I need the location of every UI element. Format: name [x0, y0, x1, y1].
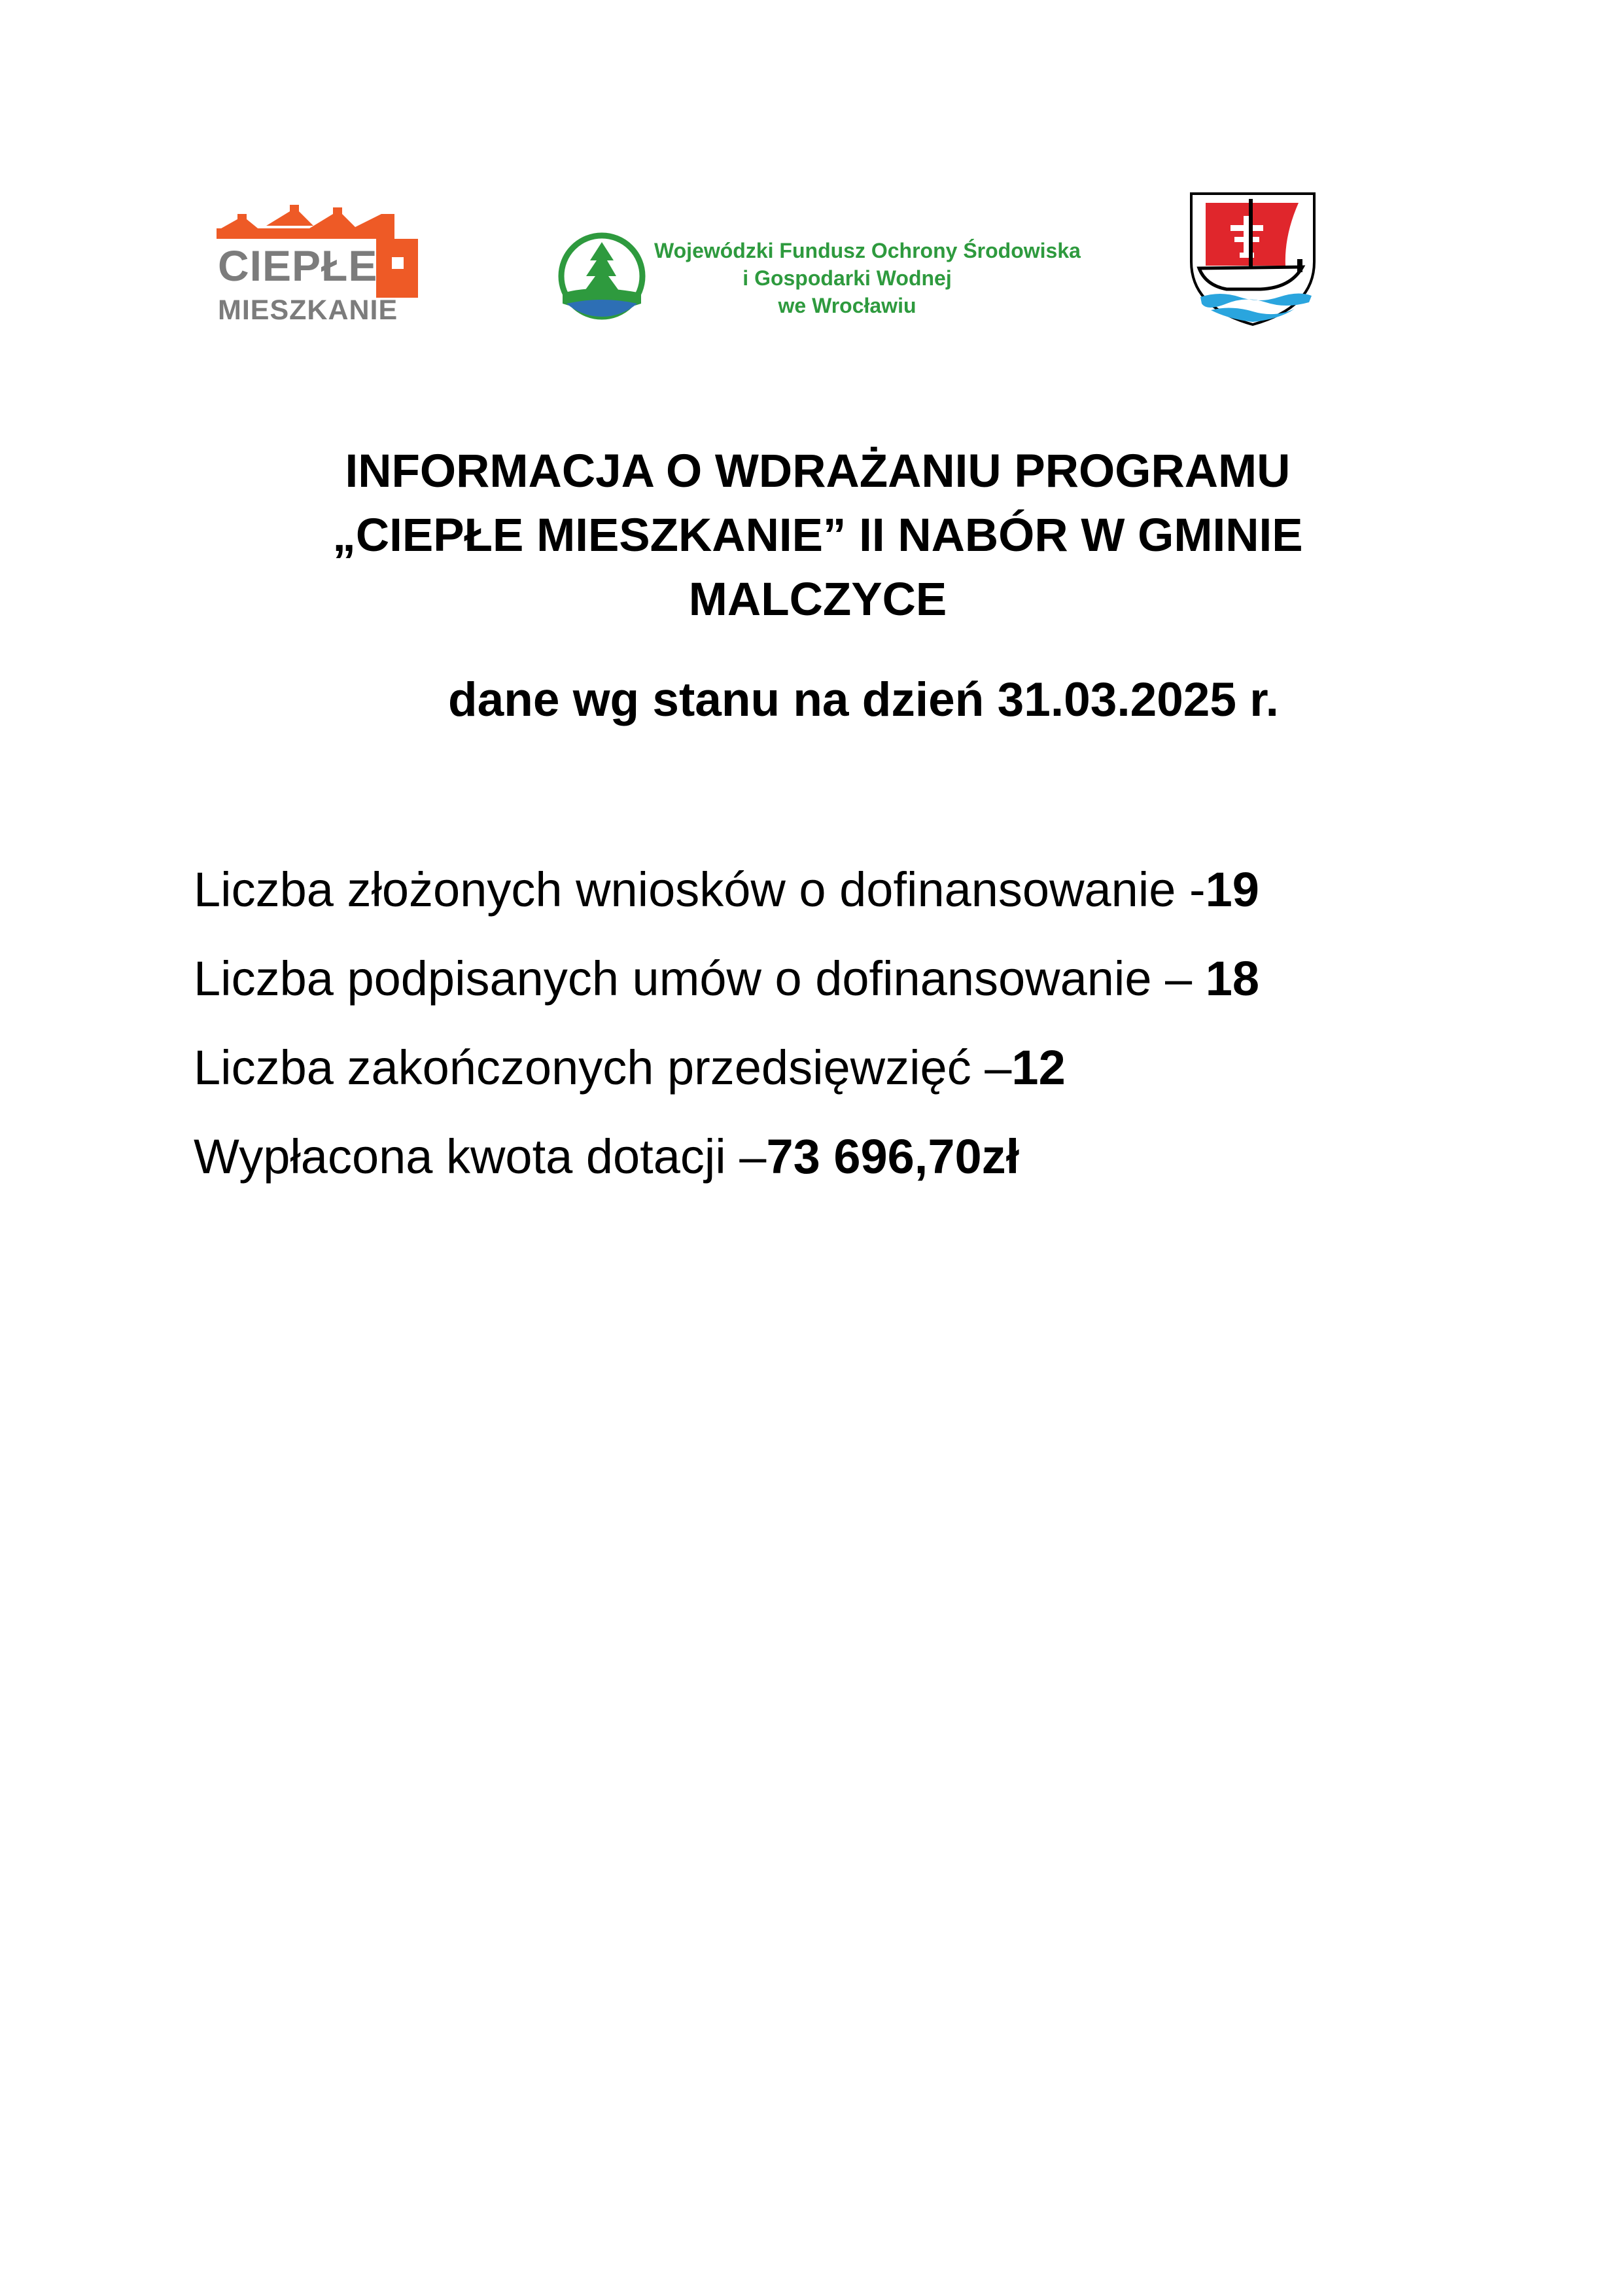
coat-of-arms-logo — [1187, 190, 1318, 330]
date-line: dane wg stanu na dzień 31.03.2025 r. — [448, 673, 1279, 726]
cieple-word: CIEPŁE — [218, 241, 378, 290]
wfos-logo — [556, 230, 1081, 328]
coat-of-arms-ship-icon — [1187, 190, 1318, 327]
stat-value: 19 — [1205, 862, 1259, 917]
title-line1: INFORMACJA O WDRAŻANIU PROGRAMU — [345, 446, 1291, 497]
stat-label: Liczba zakończonych przedsięwzięć – — [194, 1040, 1012, 1095]
title-line2: „CIEPŁE MIESZKANIE” II NABÓR W GMINIE — [332, 510, 1303, 561]
stat-label: Liczba złożonych wniosków o dofinansowanie - — [194, 862, 1206, 917]
mieszkanie-word: MIESZKANIE — [218, 294, 398, 326]
statistics-list — [194, 845, 1259, 1201]
document-title — [196, 440, 1439, 632]
stat-signed-contracts — [194, 934, 1259, 1023]
tree-emblem-icon — [556, 230, 648, 322]
stat-label: Wypłacona kwota dotacji – — [194, 1129, 767, 1184]
stat-value: 12 — [1011, 1040, 1066, 1095]
cieple-mieszkanie-logo — [198, 200, 447, 330]
wfos-name-line3: we Wrocławiu — [778, 294, 916, 317]
stat-value: 73 696,70zł — [766, 1129, 1020, 1184]
wfos-name — [654, 237, 1081, 319]
stat-paid-amount — [194, 1112, 1259, 1201]
stat-value: 18 — [1205, 951, 1260, 1006]
stat-submitted-applications — [194, 845, 1259, 934]
title-line3: MALCZYCE — [688, 574, 947, 626]
stat-completed-projects — [194, 1023, 1259, 1112]
wfos-name-line2: i Gospodarki Wodnej — [742, 266, 952, 290]
wfos-name-line1: Wojewódzki Fundusz Ochrony Środowiska — [654, 239, 1081, 262]
stat-label: Liczba podpisanych umów o dofinansowanie – — [194, 951, 1206, 1006]
